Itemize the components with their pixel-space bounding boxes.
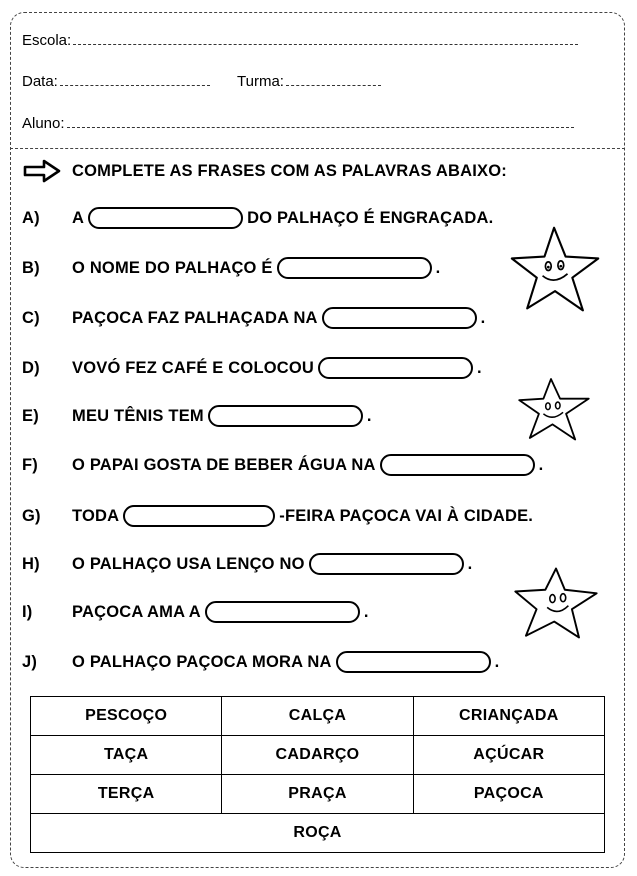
- question-text-after: .: [363, 602, 369, 621]
- instruction-text: COMPLETE AS FRASES COM AS PALAVRAS ABAIXO:: [72, 161, 507, 180]
- word-cell: PRAÇA: [222, 775, 413, 814]
- question-c: [22, 307, 485, 329]
- date-field[interactable]: [22, 73, 210, 90]
- class-field[interactable]: [237, 73, 381, 90]
- question-text-after: .: [467, 554, 473, 573]
- question-text-before: PAÇOCA FAZ PALHAÇADA NA: [72, 308, 318, 327]
- word-cell: PESCOÇO: [31, 697, 222, 736]
- question-text-before: O PALHAÇO USA LENÇO NO: [72, 554, 305, 573]
- word-cell: TAÇA: [31, 736, 222, 775]
- answer-blank-a[interactable]: [88, 207, 243, 229]
- question-text-before: A: [72, 208, 85, 227]
- question-letter: E): [22, 406, 39, 425]
- header-divider: [10, 148, 625, 149]
- question-text-after: .: [477, 358, 482, 377]
- class-label: Turma:: [237, 73, 284, 90]
- school-field[interactable]: [22, 32, 578, 49]
- answer-blank-d[interactable]: [318, 357, 473, 379]
- word-cell: ROÇA: [31, 814, 605, 853]
- answer-blank-g[interactable]: [123, 505, 275, 527]
- question-letter: A): [22, 208, 40, 227]
- answer-blank-i[interactable]: [205, 601, 360, 623]
- question-letter: F): [22, 455, 38, 474]
- instruction: [22, 158, 507, 184]
- question-text-after: DO PALHAÇO É ENGRAÇADA.: [247, 208, 494, 227]
- question-j: [22, 651, 499, 673]
- question-text-after: .: [538, 455, 544, 474]
- question-f: [22, 454, 543, 476]
- arrow-right-icon: [22, 158, 62, 184]
- question-letter: G): [22, 506, 41, 525]
- question-text-before: VOVÓ FEZ CAFÉ E COLOCOU: [72, 358, 315, 377]
- question-b: [22, 257, 440, 279]
- question-text-before: MEU TÊNIS TEM: [72, 406, 204, 425]
- question-letter: J): [22, 652, 38, 671]
- table-row: [31, 814, 605, 853]
- question-text-before: O PAPAI GOSTA DE BEBER ÁGUA NA: [72, 455, 376, 474]
- question-text-after: -FEIRA PAÇOCA VAI À CIDADE.: [279, 506, 534, 525]
- star-face-icon: [514, 376, 594, 444]
- answer-blank-e[interactable]: [208, 405, 363, 427]
- question-letter: I): [22, 602, 33, 621]
- question-text-before: PAÇOCA AMA A: [72, 602, 201, 621]
- question-letter: C): [22, 308, 40, 327]
- question-text-after: .: [494, 652, 500, 671]
- word-cell: TERÇA: [31, 775, 222, 814]
- school-line: [73, 44, 578, 45]
- question-text-after: .: [480, 308, 486, 327]
- question-text-before: O PALHAÇO PAÇOCA MORA NA: [72, 652, 332, 671]
- table-row: [31, 775, 605, 814]
- question-i: [22, 601, 369, 623]
- word-cell: AÇÚCAR: [413, 736, 604, 775]
- student-field[interactable]: [22, 115, 574, 132]
- question-letter: D): [22, 358, 40, 377]
- question-d: [22, 357, 482, 379]
- word-cell: PAÇOCA: [413, 775, 604, 814]
- star-face-icon: [510, 565, 602, 641]
- question-a: [22, 207, 493, 229]
- question-text-before: TODA: [72, 506, 120, 525]
- student-line: [67, 127, 574, 128]
- question-letter: B): [22, 258, 40, 277]
- question-letter: H): [22, 554, 40, 573]
- question-e: [22, 405, 372, 427]
- answer-blank-b[interactable]: [277, 257, 432, 279]
- question-g: [22, 505, 533, 527]
- student-label: Aluno:: [22, 115, 65, 132]
- word-cell: CRIANÇADA: [413, 697, 604, 736]
- word-bank-table: [30, 696, 605, 853]
- date-line: [60, 85, 210, 86]
- answer-blank-f[interactable]: [380, 454, 535, 476]
- answer-blank-j[interactable]: [336, 651, 491, 673]
- table-row: [31, 697, 605, 736]
- star-face-icon: [506, 222, 606, 318]
- answer-blank-c[interactable]: [322, 307, 477, 329]
- school-label: Escola:: [22, 32, 72, 49]
- class-line: [286, 85, 381, 86]
- question-h: [22, 553, 472, 575]
- word-cell: CALÇA: [222, 697, 413, 736]
- question-text-after: .: [435, 258, 441, 277]
- question-text-before: O NOME DO PALHAÇO É: [72, 258, 273, 277]
- date-label: Data:: [22, 73, 58, 90]
- question-text-after: .: [366, 406, 372, 425]
- answer-blank-h[interactable]: [309, 553, 464, 575]
- word-cell: CADARÇO: [222, 736, 413, 775]
- table-row: [31, 736, 605, 775]
